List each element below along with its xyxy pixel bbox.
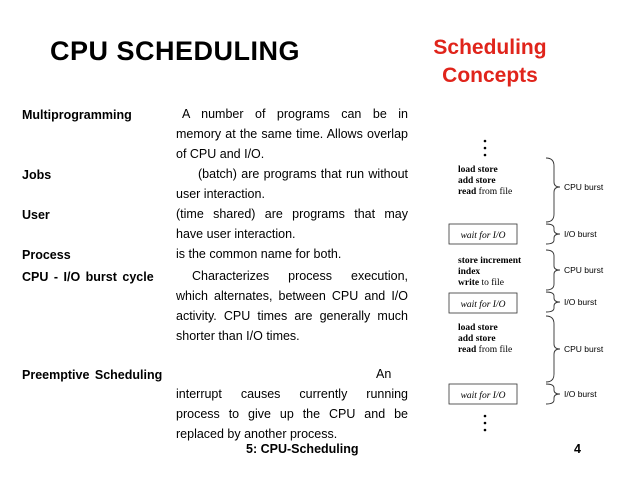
burst-label: CPU burst bbox=[564, 344, 604, 354]
page-number: 4 bbox=[574, 442, 581, 456]
burst-label: CPU burst bbox=[564, 265, 604, 275]
desc-multiprogramming: A number of programs can be in memory at the same time. Allows overlap of CPU and I/O. bbox=[176, 107, 408, 161]
cpu-io-burst-diagram bbox=[440, 130, 630, 442]
term-preemptive-scheduling-label: Preemptive Scheduling bbox=[22, 368, 163, 382]
term-process: Process bbox=[22, 248, 71, 262]
term-jobs: Jobs bbox=[22, 168, 52, 182]
desc-preemptive-scheduling: An interrupt causes currently running process to give up the CPU and be replaced by another process. bbox=[176, 367, 408, 441]
subtitle-line-1: Scheduling bbox=[433, 36, 547, 59]
wait-io-label: wait for I/O bbox=[460, 391, 506, 401]
ellipsis-bottom bbox=[484, 415, 487, 432]
brace-cpu-burst-3 bbox=[546, 316, 560, 382]
code-line: read from file bbox=[458, 187, 513, 197]
brace-io-burst-3 bbox=[546, 384, 560, 404]
wait-io-label: wait for I/O bbox=[460, 231, 506, 241]
ellipsis-top bbox=[484, 140, 487, 157]
desc-jobs: (batch) are programs that run without user interaction. bbox=[176, 167, 408, 201]
footer-title: 5: CPU-Scheduling bbox=[246, 442, 359, 456]
page-title: CPU SCHEDULING bbox=[50, 36, 301, 66]
code-line: add store bbox=[458, 176, 496, 186]
brace-cpu-burst-2 bbox=[546, 250, 560, 290]
code-line: load store bbox=[458, 165, 498, 175]
subtitle-line-2: Concepts bbox=[442, 64, 538, 87]
code-line: read from file bbox=[458, 345, 513, 355]
burst-braces bbox=[546, 158, 560, 404]
term-cpu-io-burst-cycle: CPU - I/O burst cycle bbox=[22, 270, 154, 284]
burst-label: CPU burst bbox=[564, 182, 604, 192]
section-subtitle bbox=[414, 34, 566, 90]
code-line: index bbox=[458, 267, 481, 277]
brace-io-burst-1 bbox=[546, 224, 560, 244]
desc-cpu-io-burst-cycle: Characterizes process execution, which alternates, between CPU and I/O activity. CPU times are generally much shorter than I/O times. bbox=[176, 269, 408, 343]
term-user: User bbox=[22, 208, 50, 222]
code-line: load store bbox=[458, 323, 498, 333]
code-line: store increment bbox=[458, 256, 522, 266]
brace-io-burst-2 bbox=[546, 292, 560, 312]
wait-io-label: wait for I/O bbox=[460, 300, 506, 310]
burst-label: I/O burst bbox=[564, 229, 597, 239]
brace-cpu-burst-1 bbox=[546, 158, 560, 222]
code-line: write to file bbox=[458, 278, 504, 288]
code-line: add store bbox=[458, 334, 496, 344]
burst-label: I/O burst bbox=[564, 389, 597, 399]
burst-label: I/O burst bbox=[564, 297, 597, 307]
desc-user: (time shared) are programs that may have user interaction. bbox=[176, 207, 408, 241]
term-multiprogramming: Multiprogramming bbox=[22, 108, 132, 122]
desc-process: is the common name for both. bbox=[176, 247, 342, 261]
